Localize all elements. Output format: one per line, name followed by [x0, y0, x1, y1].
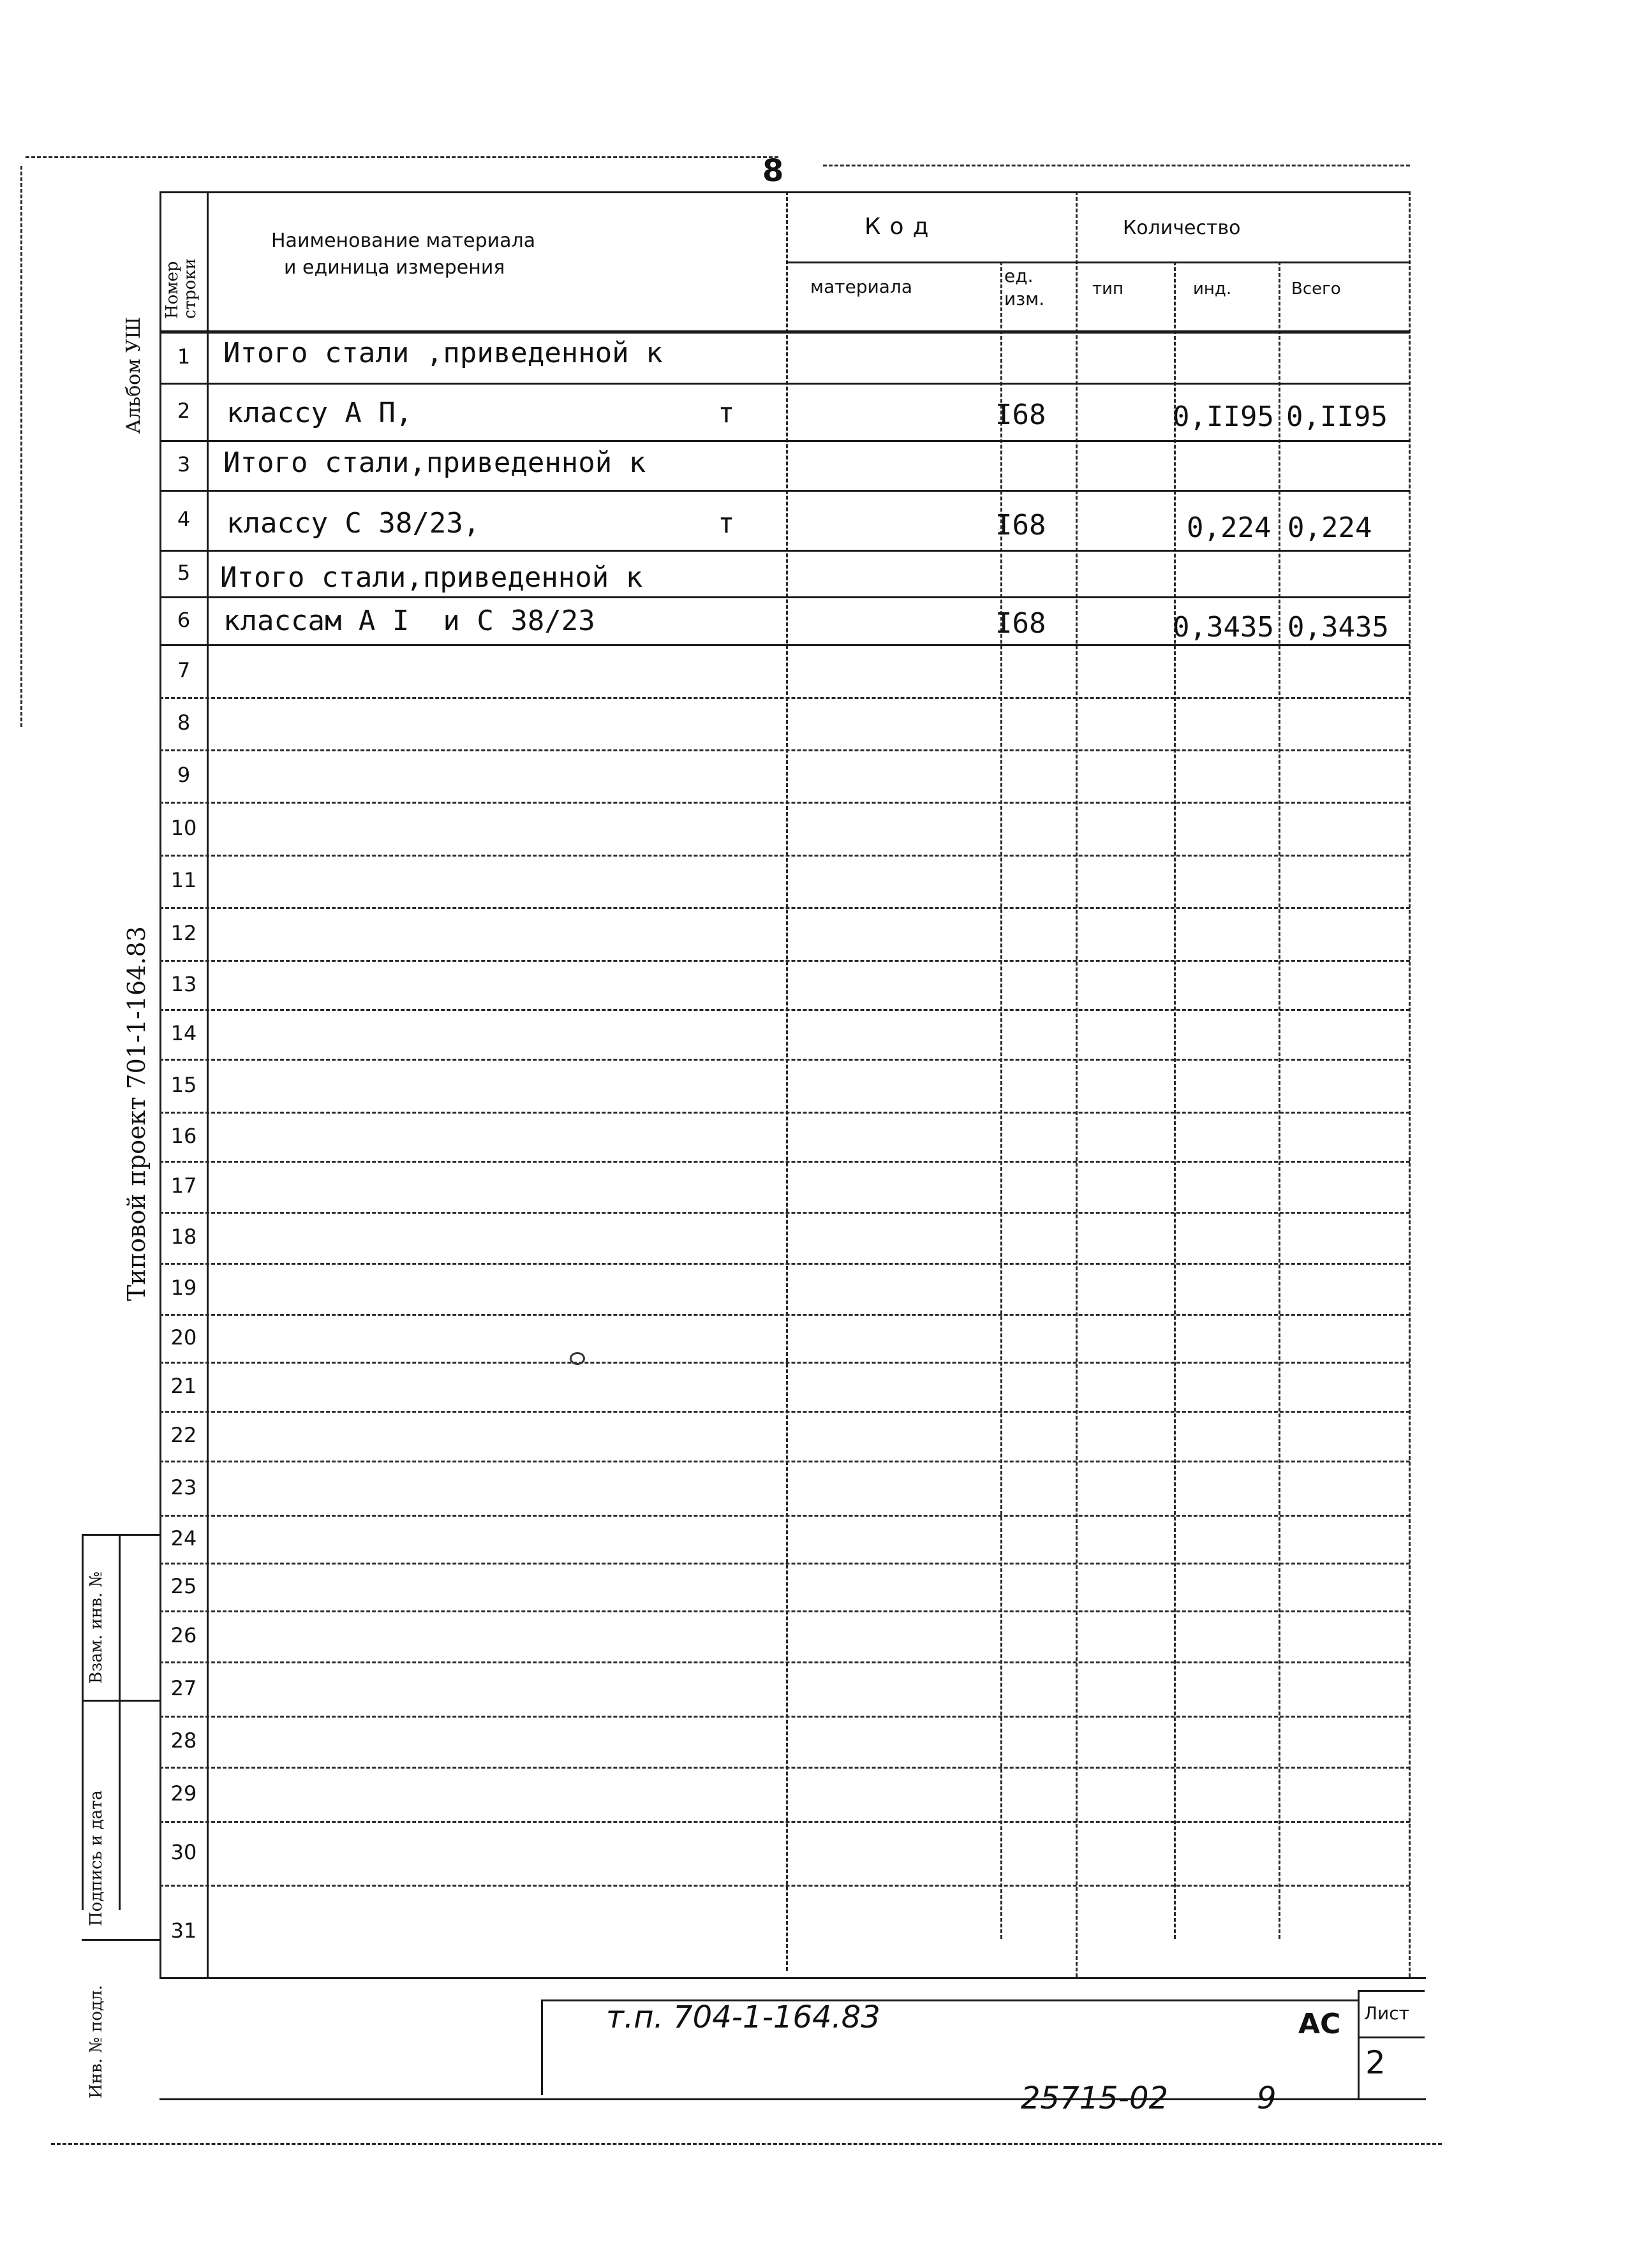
header-code: Код: [864, 214, 938, 240]
row-2-name: классу А П,: [226, 397, 413, 429]
row-separator: [159, 644, 1410, 646]
footer-sheet-number: 2: [1365, 2044, 1386, 2081]
row-number: 31: [170, 1918, 197, 1943]
row-4-name: классу С 38/23,: [226, 507, 480, 540]
row-number: 27: [170, 1675, 197, 1700]
top-rule: [26, 156, 778, 158]
row-6-ind: 0,3435: [1173, 611, 1274, 644]
row-number: 29: [170, 1781, 197, 1806]
header-name-line2: и единица измерения: [284, 256, 505, 279]
row-number: 22: [170, 1423, 197, 1447]
row-number: 8: [177, 711, 191, 735]
row-number: 4: [177, 507, 191, 531]
sheet-box-divider: [1358, 2036, 1425, 2038]
header-code-material: материала: [810, 276, 913, 297]
row-number: 5: [177, 560, 191, 585]
row-number: 2: [177, 399, 191, 423]
row-2-total: 0,II95: [1286, 401, 1388, 433]
row-number: 1: [177, 344, 191, 369]
row-2-unit: т: [718, 397, 735, 429]
row-separator: [159, 1112, 1410, 1114]
header-code-unit-2: изм.: [1004, 288, 1045, 309]
row-separator: [159, 490, 1410, 492]
row-number: 23: [170, 1475, 197, 1499]
page-bottom-frame: [159, 2098, 1426, 2100]
row-number: 15: [170, 1072, 197, 1097]
row-number: 19: [170, 1276, 197, 1300]
row-2-code-unit: I68: [995, 399, 1046, 431]
row-1-name: Итого стали ,приведенной к: [223, 337, 663, 369]
header-qty-ind: инд.: [1193, 279, 1232, 298]
row-separator: [159, 1009, 1410, 1011]
title-block-sheet-left: [1358, 1990, 1360, 2098]
row-separator: [159, 1314, 1410, 1316]
row-number: 12: [170, 920, 197, 945]
row-number: 3: [177, 452, 191, 476]
header-bottom-border: [159, 330, 1410, 334]
row-separator: [159, 1767, 1410, 1769]
row-number: 10: [170, 815, 197, 840]
row-number: 13: [170, 971, 197, 996]
row-separator: [159, 855, 1410, 857]
row-separator: [159, 1821, 1410, 1823]
row-number: 9: [177, 763, 191, 787]
row-separator: [159, 1161, 1410, 1163]
row-number: 11: [170, 868, 197, 892]
row-separator: [159, 1212, 1410, 1214]
row-separator: [159, 802, 1410, 804]
stamp-label: Взам. инв. №: [87, 1572, 106, 1684]
stamp-line: [82, 1534, 161, 1536]
table-bottom-border: [159, 1977, 1426, 1979]
row-number: 17: [170, 1174, 197, 1198]
header-subdivider: [786, 261, 1410, 263]
header-quantity: Количество: [1123, 217, 1241, 239]
row-number: 20: [170, 1325, 197, 1350]
table-top-border: [159, 191, 1410, 193]
stamp-border: [82, 1534, 84, 1910]
row-6-code-unit: I68: [995, 607, 1046, 640]
footer-sheet-label: Лист: [1364, 2003, 1409, 2024]
row-number: 7: [177, 658, 191, 682]
header-code-unit: [1004, 265, 1044, 311]
table-right-border: [1409, 191, 1411, 1977]
row-number: 16: [170, 1123, 197, 1148]
row-separator: [159, 907, 1410, 909]
stamp-label: Подпись и дата: [87, 1790, 106, 1926]
row-separator: [159, 749, 1410, 751]
footer-archive-number: 25715-02: [1021, 2080, 1169, 2116]
stamp-line: [82, 1939, 161, 1941]
header-code-unit-1: ед.: [1004, 265, 1034, 286]
sheet-box-top: [1358, 1990, 1425, 1992]
row-separator: [159, 1661, 1410, 1663]
row-separator: [159, 960, 1410, 962]
row-separator: [159, 1362, 1410, 1364]
row-separator: [159, 596, 1410, 598]
stray-mark: [570, 1352, 585, 1365]
row-2-ind: 0,II95: [1173, 401, 1274, 433]
row-number-column-border: [207, 191, 209, 1977]
unit-type-column-border: [1076, 191, 1078, 1977]
row-separator: [159, 697, 1410, 699]
row-number: 6: [177, 607, 191, 632]
row-separator: [159, 1059, 1410, 1061]
row-number: 21: [170, 1373, 197, 1398]
row-6-total: 0,3435: [1287, 611, 1389, 644]
row-separator: [159, 1411, 1410, 1413]
header-qty-total: Всего: [1291, 279, 1341, 298]
page-number: 8: [762, 153, 784, 189]
stamp-inner-border: [119, 1534, 121, 1910]
row-separator: [159, 1563, 1410, 1565]
left-binding-line: [20, 166, 22, 727]
footer-archive-sheet: 9: [1257, 2080, 1277, 2116]
row-separator: [159, 1461, 1410, 1462]
row-number: 28: [170, 1728, 197, 1753]
header-qty-type: тип: [1092, 279, 1124, 298]
row-number: 18: [170, 1225, 197, 1249]
title-block-left: [541, 1999, 543, 2095]
row-4-unit: т: [718, 507, 735, 540]
header-name-line1: Наименование материала: [271, 230, 536, 252]
row-number: 25: [170, 1573, 197, 1598]
top-rule-right: [823, 165, 1410, 166]
row-3-name: Итого стали,приведенной к: [223, 446, 646, 479]
side-album-label: Альбом УШ: [122, 316, 145, 434]
footer-document-code: т.п. 704-1-164.83: [606, 1999, 880, 2035]
row-5-name: Итого стали,приведенной к: [220, 561, 643, 594]
name-code-column-border: [786, 191, 788, 1971]
row-separator: [159, 1885, 1410, 1887]
row-separator: [159, 1716, 1410, 1718]
stamp-line: [82, 1700, 161, 1702]
row-6-name: классам А I и С 38/23: [223, 605, 595, 637]
row-4-ind: 0,224: [1187, 512, 1272, 544]
row-4-code-unit: I68: [995, 509, 1046, 541]
row-number: 26: [170, 1623, 197, 1647]
footer-mark: АС: [1298, 2008, 1341, 2040]
stamp-label: Инв. № подл.: [87, 1985, 106, 2098]
row-number: 14: [170, 1021, 197, 1045]
type-ind-column-border: [1174, 261, 1176, 1939]
row-number: 24: [170, 1526, 197, 1550]
side-project-label: Типовой проект 701-1-164.83: [122, 926, 151, 1301]
row-separator: [159, 440, 1410, 442]
bottom-stray-rule: [51, 2143, 1442, 2145]
ind-total-column-border: [1279, 261, 1280, 1939]
row-separator: [159, 383, 1410, 385]
row-separator: [159, 1610, 1410, 1612]
header-row-number: Номер строки: [163, 258, 200, 319]
row-separator: [159, 550, 1410, 552]
row-separator: [159, 1263, 1410, 1265]
row-4-total: 0,224: [1287, 512, 1372, 544]
row-separator: [159, 1515, 1410, 1517]
row-number: 30: [170, 1840, 197, 1864]
